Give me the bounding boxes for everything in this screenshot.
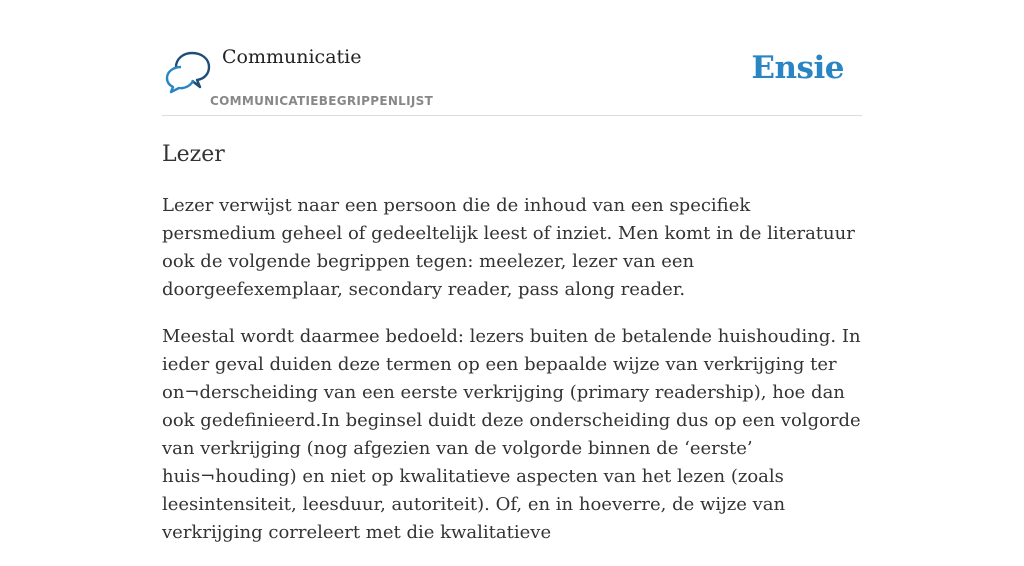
content-container: [162, 0, 862, 566]
article-paragraph: Lezer verwijst naar een persoon die de inhoud van een specifiek persmedium geheel of gedeeltelijk leest of inziet. Men komt in de literatuur ook de volgende begrippen tegen: meelezer, lezer van een doorgeefexemplaar, secondary reader, pass along reader.: [162, 195, 855, 300]
article-paragraph: Meestal wordt daarmee bedoeld: lezers buiten de betalende huishouding. In ieder geval duiden deze termen op een bepaalde wijze van verkrijging ter on¬derscheiding van een eerste verkrijging (primary readership), hoe dan ook gedefinieerd.In beginsel duidt deze onderscheiding dus op een volgorde van verkrijging (nog afgezien van de volgorde binnen de ‘eerste’ huis¬houding) en niet op kwalitatieve aspecten van het lezen (zoals leesintensiteit, leesduur, autoriteit). Of, en in hoeverre, de wijze van verkrijging correleert met die kwalitatieve: [162, 326, 861, 543]
brand-logo-link[interactable]: Ensie: [751, 50, 844, 86]
speech-bubbles-icon[interactable]: [164, 50, 210, 92]
article-body: [162, 192, 862, 547]
site-title-link[interactable]: Communicatie: [222, 46, 362, 68]
page-title: Lezer: [162, 142, 225, 167]
site-subtitle: COMMUNICATIEBEGRIPPENLIJST: [210, 94, 434, 108]
site-header: [162, 0, 862, 116]
